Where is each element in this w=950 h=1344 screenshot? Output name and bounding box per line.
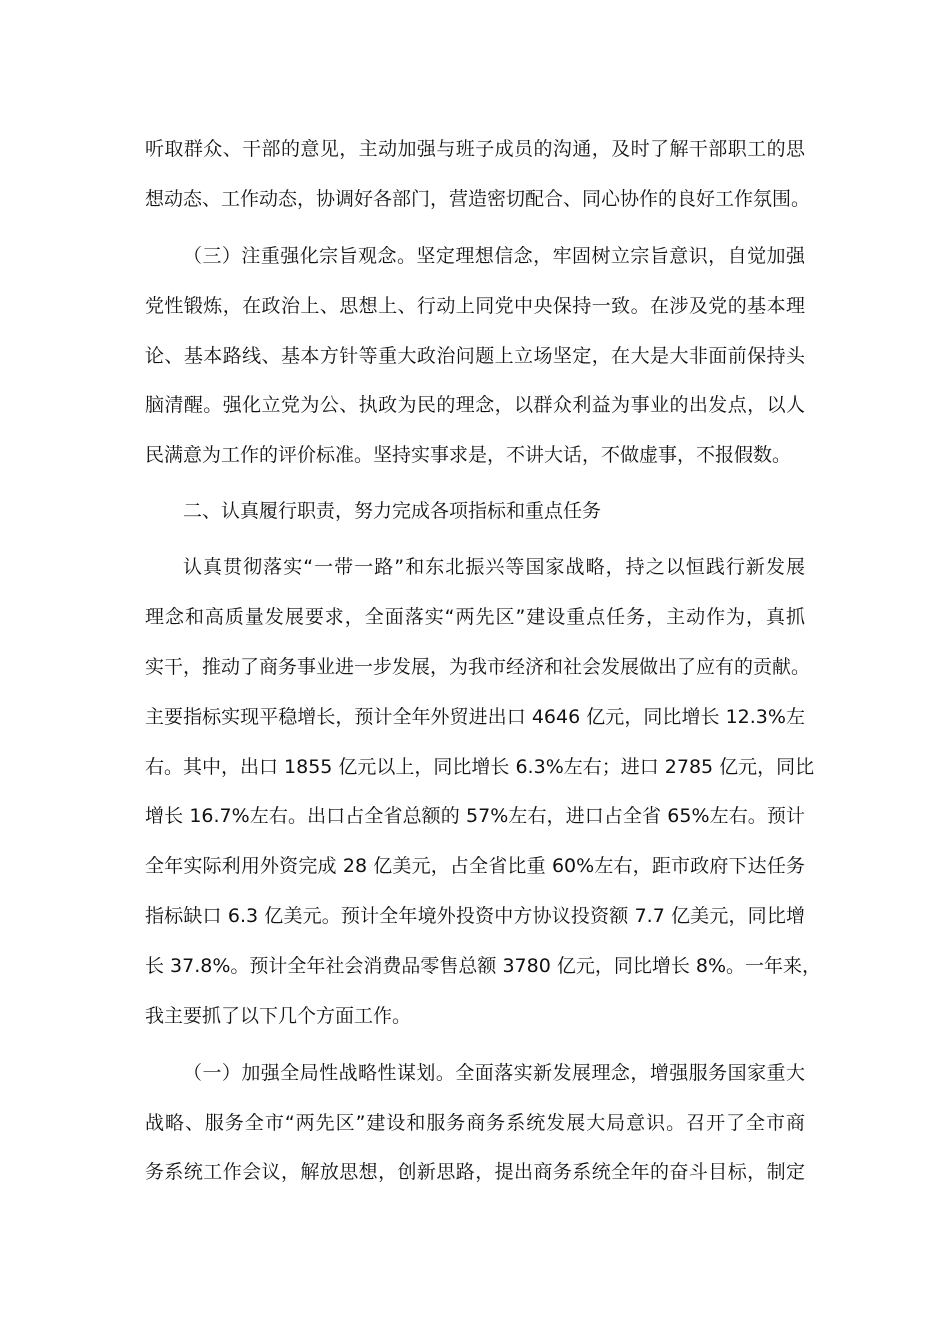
paragraph-4-line-7: 全年实际利用外资完成 28 亿美元，占全省比重 60%左右，距市政府下达任务 [145, 855, 805, 877]
paragraph-1-line-1: 听取群众、干部的意见，主动加强与班子成员的沟通，及时了解干部职工的思 [145, 138, 805, 160]
paragraph-4-line-9: 长 37.8%。预计全年社会消费品零售总额 3780 亿元，同比增长 8%。一年来， [145, 955, 822, 977]
paragraph-4-line-3: 实干，推动了商务事业进一步发展，为我市经济和社会发展做出了应有的贡献。 [145, 656, 811, 678]
paragraph-4-line-8: 指标缺口 6.3 亿美元。预计全年境外投资中方协议投资额 7.7 亿美元，同比增 [145, 905, 805, 927]
paragraph-4-line-6: 增长 16.7%左右。出口占全省总额的 57%左右，进口占全省 65%左右。预计 [145, 805, 805, 827]
paragraph-4-line-10: 我主要抓了以下几个方面工作。 [145, 1005, 412, 1027]
paragraph-1-line-2: 想动态、工作动态，协调好各部门，营造密切配合、同心协作的良好工作氛围。 [145, 188, 811, 210]
paragraph-2-line-1: （三）注重强化宗旨观念。坚定理想信念，牢固树立宗旨意识，自觉加强 [183, 245, 805, 267]
paragraph-5-line-1: （一）加强全局性战略性谋划。全面落实新发展理念，增强服务国家重大 [183, 1062, 805, 1084]
paragraph-4-line-5: 右。其中，出口 1855 亿元以上，同比增长 6.3%左右；进口 2785 亿元，同比 [145, 756, 815, 778]
paragraph-4-line-4: 主要指标实现平稳增长，预计全年外贸进出口 4646 亿元，同比增长 12.3%左 [145, 706, 805, 728]
section-heading: 二、认真履行职责，努力完成各项指标和重点任务 [183, 500, 602, 522]
paragraph-2-line-2: 党性锻炼，在政治上、思想上、行动上同党中央保持一致。在涉及党的基本理 [145, 295, 805, 317]
paragraph-2-line-5: 民满意为工作的评价标准。坚持实事求是，不讲大话，不做虚事，不报假数。 [145, 444, 792, 466]
paragraph-5-line-3: 务系统工作会议，解放思想，创新思路，提出商务系统全年的奋斗目标，制定 [145, 1161, 805, 1183]
paragraph-5-line-2: 战略、服务全市“两先区”建设和服务商务系统发展大局意识。召开了全市商 [145, 1112, 805, 1134]
paragraph-4-line-1: 认真贯彻落实“一带一路”和东北振兴等国家战略，持之以恒践行新发展 [183, 556, 805, 578]
paragraph-2-line-3: 论、基本路线、基本方针等重大政治问题上立场坚定，在大是大非面前保持头 [145, 345, 805, 367]
paragraph-2-line-4: 脑清醒。强化立党为公、执政为民的理念，以群众利益为事业的出发点，以人 [145, 394, 805, 416]
paragraph-4-line-2: 理念和高质量发展要求，全面落实“两先区”建设重点任务，主动作为，真抓 [145, 606, 805, 628]
